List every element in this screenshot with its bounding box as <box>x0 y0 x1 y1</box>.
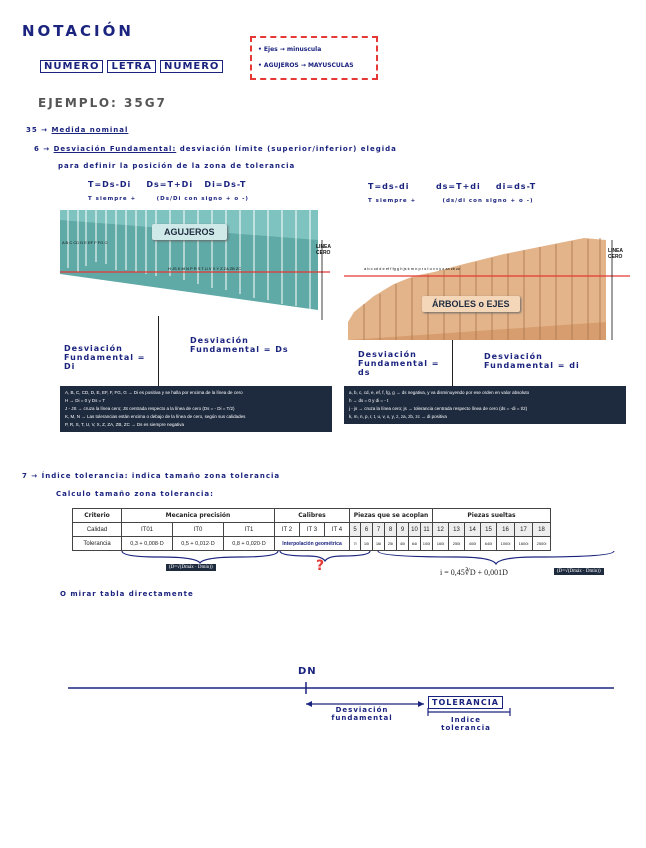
table-calidad-row <box>73 523 551 537</box>
formula-d-1: (D=√(Dmáx · Dmín)) <box>166 564 216 571</box>
table-brace-right <box>376 549 616 567</box>
shafts-linea-cero: LINEA CERO <box>608 248 623 260</box>
item-6-label: Desviación Fundamental: <box>53 145 177 153</box>
tolerancia-cell: 100i <box>421 537 433 551</box>
calidad-cell: 8 <box>385 523 397 537</box>
calidad-cell: 16 <box>497 523 515 537</box>
shafts-formulas <box>368 182 536 191</box>
tolerancia-cell: 10i <box>361 537 373 551</box>
holes-f4: T siempre + <box>88 196 137 202</box>
indice-tol-label: Indice tolerancia <box>441 716 491 732</box>
tolerancia-cell: 0,3 + 0,008·D <box>122 537 173 551</box>
calidad-cell: IT0 <box>173 523 224 537</box>
tolerancia-cell: 160i <box>433 537 449 551</box>
holes-chart <box>60 210 330 386</box>
holes-note-2: H → Di = 0 y Ds = T <box>65 398 106 403</box>
shafts-chart <box>344 212 630 388</box>
calidad-cell: IT 2 <box>275 523 300 537</box>
formula-d-2: (D=√(Dmáx · Dmín)) <box>554 568 604 575</box>
calidad-cell: 7 <box>373 523 385 537</box>
tolerancia-cell: 1000i <box>497 537 515 551</box>
tolerancia-cell: 64i <box>409 537 421 551</box>
shafts-label: ÁRBOLES o EJES <box>422 296 520 312</box>
holes-notes <box>60 386 332 432</box>
format-box-number: NUMERO <box>40 60 103 73</box>
tolerancia-cell: 7i <box>350 537 361 551</box>
holes-linea-cero: LINEA CERO <box>316 244 331 256</box>
holes-f5: (Ds/Di con signo + o -) <box>156 196 249 202</box>
tolerancia-cell: 25i <box>385 537 397 551</box>
item-35 <box>26 126 128 134</box>
shafts-notes <box>344 386 626 424</box>
format-boxes <box>40 60 223 73</box>
group-sueltas: Piezas sueltas <box>433 509 551 523</box>
calidad-cell: IT1 <box>224 523 275 537</box>
shafts-dev-1: Desviación Fundamental = ds <box>358 350 440 377</box>
calidad-cell: 5 <box>350 523 361 537</box>
calidad-cell: IT 4 <box>325 523 350 537</box>
tolerancia-cell: 2500i <box>533 537 551 551</box>
mirar-tabla: O mirar tabla directamente <box>60 590 194 598</box>
question-mark: ? <box>316 558 325 574</box>
holes-dev-2: Desviación Fundamental = Ds <box>190 336 289 354</box>
calidad-cell: 15 <box>481 523 497 537</box>
tolerancia-cell: 0,5 + 0,012·D <box>173 537 224 551</box>
tolerance-table-wrap <box>72 508 551 551</box>
shafts-f4: T siempre + <box>368 198 417 204</box>
item-6-text-2: para definir la posición de la zona de tolerancia <box>58 162 296 170</box>
holes-note-1: A, B, C, CD, D, E, EF, F, FG, G → Di es positiva y se halla por encima de la línea de cero <box>65 390 243 395</box>
note-box <box>250 36 378 80</box>
table-brace-left <box>120 549 280 565</box>
shafts-letters: a b c cd d e ef f fg g h js k m n p r s t u v x y z za zb zc <box>364 266 461 271</box>
tolerancia-cell: 250i <box>449 537 465 551</box>
group-acoplan: Piezas que se acoplan <box>350 509 433 523</box>
holes-note-4: K, M, N → Las tolerancias están encima o debajo de la línea de cero, según sus calidades <box>65 414 246 419</box>
calidad-label: Calidad <box>73 523 122 537</box>
tolerance-table <box>72 508 551 551</box>
dev-fund-label: Desviación fundamental <box>331 706 393 722</box>
tolerancia-cell: 1600i <box>515 537 533 551</box>
page-title: NOTACIÓN <box>22 22 134 40</box>
holes-f1: T=Ds-Di <box>88 180 132 189</box>
table-group-row <box>73 509 551 523</box>
item-35-text: Medida nominal <box>51 126 129 134</box>
shafts-note-3: j - js → cruza la línea cero; js → tolerancia centrada respecto línea de cero (ds = -di = t/2) <box>349 406 528 411</box>
holes-formulas <box>88 180 247 189</box>
calidad-cell: 13 <box>449 523 465 537</box>
shafts-note-2: h → ds = 0 y di = - t <box>349 398 389 403</box>
calidad-cell: IT01 <box>122 523 173 537</box>
tolerancia-cell: 0,8 + 0,020·D <box>224 537 275 551</box>
calidad-cell: IT 3 <box>300 523 325 537</box>
item-35-num: 35 → <box>26 126 49 134</box>
tolerancia-cell: 640i <box>481 537 497 551</box>
shafts-f3: di=ds-T <box>495 182 537 191</box>
shafts-chart-svg <box>344 212 630 340</box>
shafts-formulas-2 <box>368 198 534 204</box>
calidad-cell: 9 <box>397 523 409 537</box>
example: EJEMPLO: 35G7 <box>38 96 167 110</box>
item-7-text: Índice tolerancia: indica tamaño zona tolerancia <box>41 472 281 480</box>
group-mecanica: Mecanica precisión <box>122 509 275 523</box>
holes-note-3: J - JS → cruza la línea cero; JS centrada respecto a la línea de cero (Ds = - Di = T/2) <box>65 406 235 411</box>
holes-letters-left: A B C CD D E EF F FG G <box>62 240 108 245</box>
dn-label: DN <box>298 666 317 677</box>
shafts-f5: (ds/di con signo + o -) <box>442 198 534 204</box>
calidad-cell: 18 <box>533 523 551 537</box>
item-7-num: 7 → <box>22 472 39 480</box>
shafts-dev-2: Desviación Fundamental = di <box>484 352 580 370</box>
calidad-cell: 14 <box>465 523 481 537</box>
tolerancia-cell: 16i <box>373 537 385 551</box>
group-calibres: Calibres <box>275 509 350 523</box>
shafts-f1: T=ds-di <box>368 182 410 191</box>
item-7-sub: Calculo tamaño zona tolerancia: <box>56 490 214 498</box>
holes-f3: Di=Ds-T <box>204 180 247 189</box>
holes-letters-right: H JS K M N P R S T U V X Y Z ZA ZB ZC <box>168 266 242 271</box>
holes-dev-1: Desviación Fundamental = Di <box>64 344 146 371</box>
item-7 <box>22 472 280 480</box>
tolerancia-cell: 400i <box>465 537 481 551</box>
shafts-note-4: k, m, n, p, r, t, u, v, x, y, z, za, zb, zc → di positiva <box>349 414 447 419</box>
holes-f2: Ds=T+Di <box>146 180 194 189</box>
calidad-cell: 12 <box>433 523 449 537</box>
item-6 <box>34 145 397 153</box>
shafts-f2: ds=T+di <box>435 182 481 191</box>
tolerancia-cell: Interpolación geométrica <box>275 537 350 551</box>
dn-diagram <box>0 660 646 750</box>
holes-formulas-2 <box>88 196 249 202</box>
item-6-num: 6 → <box>34 145 51 153</box>
tolerancia-label: Tolerancia <box>73 537 122 551</box>
group-criterio: Criterio <box>73 509 122 523</box>
item-6-text: desviación límite (superior/inferior) elegida <box>179 145 397 153</box>
format-box-number-2: NUMERO <box>160 60 223 73</box>
format-box-letter: LETRA <box>107 60 155 73</box>
calidad-cell: 6 <box>361 523 373 537</box>
note-line-2: • AGUJEROS → MAYUSCULAS <box>258 62 354 69</box>
tolerancia-box: TOLERANCIA <box>428 696 503 709</box>
tolerancia-cell: 40i <box>397 537 409 551</box>
calidad-cell: 17 <box>515 523 533 537</box>
note-line-1: • Ejes → minuscula <box>258 46 322 53</box>
formula-i: i = 0,45∛D + 0,001D <box>440 568 508 577</box>
shafts-note-1: a, b, c, cd, e, ef, f, fg, g → ds negativa, y va disminuyendo por ese orden en valor absoluto <box>349 390 530 395</box>
table-brace-mid <box>278 549 372 563</box>
holes-label: AGUJEROS <box>152 224 227 240</box>
calidad-cell: 10 <box>409 523 421 537</box>
calidad-cell: 11 <box>421 523 433 537</box>
holes-note-5: P, R, S, T, U, V, X, Z, ZA, ZB, ZC → Ds es siempre negativa <box>65 422 184 427</box>
